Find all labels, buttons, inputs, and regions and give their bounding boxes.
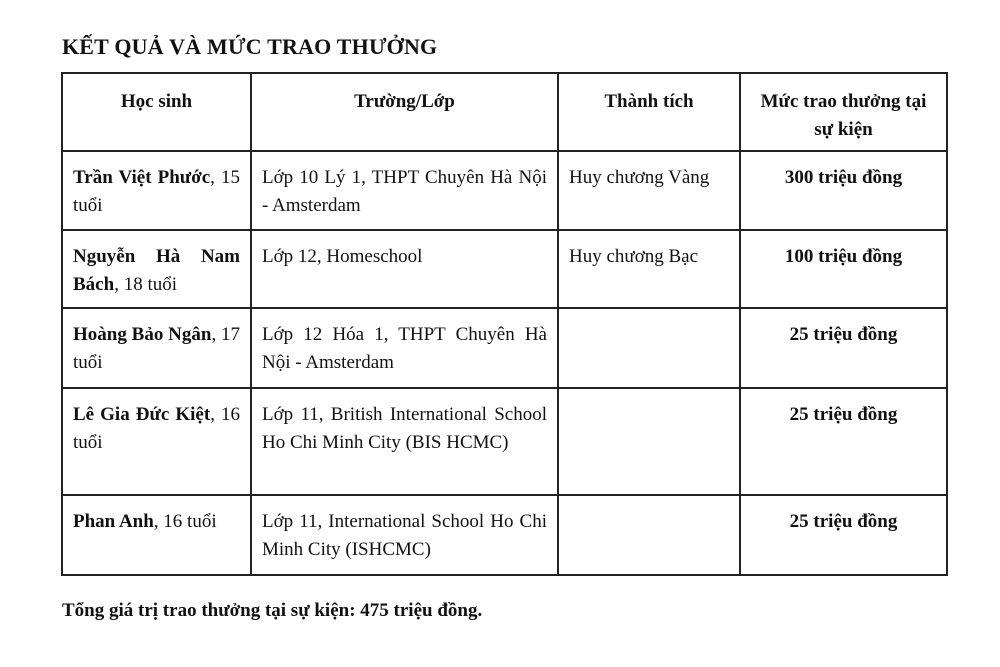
school-cell: Lớp 12, Homeschool [251, 230, 558, 308]
document-title: KẾT QUẢ VÀ MỨC TRAO THƯỞNG [62, 34, 438, 59]
header-prize: Mức trao thưởng tại sự kiện [740, 73, 947, 151]
header-student: Học sinh [62, 73, 251, 151]
student-cell: Trần Việt Phước, 15 tuổi [62, 151, 251, 230]
table-row [62, 151, 947, 230]
prize-cell: 100 triệu đồng [740, 230, 947, 308]
table-row [62, 308, 947, 388]
achievement-cell [558, 308, 740, 388]
header-school-class: Trường/Lớp [251, 73, 558, 151]
prize-cell: 25 triệu đồng [740, 388, 947, 495]
table-header-row [62, 73, 947, 151]
student-age: 16 tuổi [163, 511, 217, 532]
student-name: Lê Gia Đức Kiệt [73, 404, 211, 425]
student-name: Hoàng Bảo Ngân [73, 324, 212, 345]
student-name: Phan Anh [73, 511, 154, 532]
school-cell: Lớp 10 Lý 1, THPT Chuyên Hà Nội - Amsterdam [251, 151, 558, 230]
table-row [62, 230, 947, 308]
header-achievement: Thành tích [558, 73, 740, 151]
student-cell: Lê Gia Đức Kiệt, 16 tuổi [62, 388, 251, 495]
school-cell: Lớp 11, British International School Ho Chi Minh City (BIS HCMC) [251, 388, 558, 495]
table-row [62, 495, 947, 575]
results-table [61, 72, 948, 576]
prize-cell: 25 triệu đồng [740, 495, 947, 575]
student-cell: Hoàng Bảo Ngân, 17 tuổi [62, 308, 251, 388]
achievement-cell [558, 495, 740, 575]
student-cell: Phan Anh, 16 tuổi [62, 495, 251, 575]
student-age: 17 tuổi [73, 324, 240, 373]
prize-cell: 300 triệu đồng [740, 151, 947, 230]
student-cell: Nguyễn Hà Nam Bách, 18 tuổi [62, 230, 251, 308]
total-prize-note: Tổng giá trị trao thưởng tại sự kiện: 475 triệu đồng. [62, 600, 483, 621]
student-name: Nguyễn Hà Nam Bách [73, 246, 240, 295]
student-age: 15 tuổi [73, 167, 240, 216]
student-age: 16 tuổi [73, 404, 241, 453]
achievement-cell: Huy chương Vàng [558, 151, 740, 230]
school-cell: Lớp 11, International School Ho Chi Minh City (ISHCMC) [251, 495, 558, 575]
student-age: 18 tuổi [123, 274, 177, 295]
prize-cell: 25 triệu đồng [740, 308, 947, 388]
achievement-cell [558, 388, 740, 495]
student-name: Trần Việt Phước [73, 167, 211, 188]
table-row [62, 388, 947, 495]
school-cell: Lớp 12 Hóa 1, THPT Chuyên Hà Nội - Amsterdam [251, 308, 558, 388]
achievement-cell: Huy chương Bạc [558, 230, 740, 308]
